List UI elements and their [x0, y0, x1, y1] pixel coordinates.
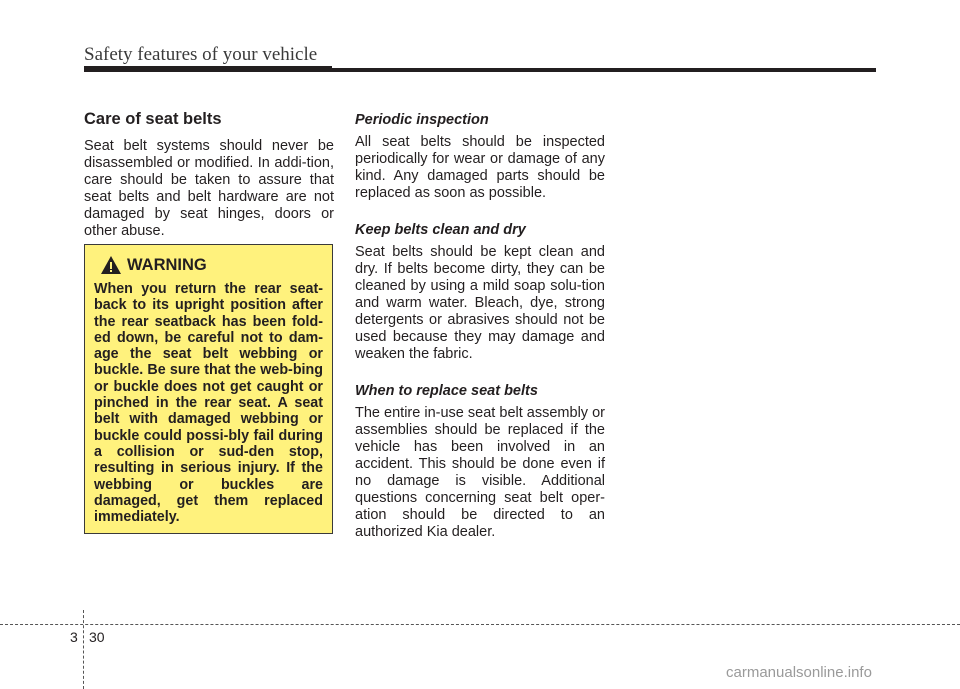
replace-seat-belts-section — [355, 381, 605, 541]
care-of-seat-belts-text: Seat belt systems should never be disassembled or modified. In addi-tion, care should be taken to assure that seat belts and belt hardware are not damaged by seat hinges, doors or other abuse. — [84, 138, 334, 239]
page-header-title: Safety features of your vehicle — [84, 44, 318, 65]
right-column — [355, 108, 605, 559]
footer-dashed-rule — [0, 624, 960, 625]
keep-belts-clean-text: Seat belts should be kept clean and dry. If belts become dirty, they can be cleaned by using a mild soap solu-tion and warm water. Bleach, dye, strong detergents or abrasives should not be used because they may damage and weaken the fabric. — [355, 244, 605, 362]
header-rule — [84, 68, 876, 72]
replace-seat-belts-text: The entire in-use seat belt assembly or assemblies should be replaced if the vehicle has been involved in an accident. This should be done even if no damage is visible. Additional questions concerning seat belt oper-ation should be directed to an authorized Kia dealer. — [355, 405, 605, 540]
footer-dashed-vertical-rule — [83, 610, 84, 689]
keep-belts-clean-section — [355, 220, 605, 363]
care-of-seat-belts-heading: Care of seat belts — [84, 110, 222, 128]
warning-text: When you return the rear seat-back to its upright position after the rear seatback has been fold-ed down, be careful not to dam-age the seat belt webbing or buckle. Be sure that the web-bing or buckle does not get caught or pinched in the rear seat. A seat belt with damaged webbing or buckle could possi-bly fail during a collision or sud-den stop, resulting in serious injury. If the webbing or buckles are damaged, get them replaced immediately. — [94, 281, 323, 526]
warning-label: WARNING — [127, 255, 207, 274]
periodic-inspection-section — [355, 110, 605, 202]
keep-belts-clean-heading: Keep belts clean and dry — [355, 222, 526, 238]
warning-header — [100, 255, 323, 275]
left-column — [84, 108, 334, 240]
page-number: 30 — [89, 629, 105, 645]
watermark-text: carmanualsonline.info — [726, 664, 872, 681]
chapter-number: 3 — [70, 629, 78, 645]
warning-box — [84, 244, 333, 534]
periodic-inspection-heading: Periodic inspection — [355, 112, 489, 128]
periodic-inspection-text: All seat belts should be inspected periodically for wear or damage of any kind. Any damaged parts should be replaced as soon as possible. — [355, 134, 605, 201]
warning-triangle-icon — [100, 255, 122, 275]
replace-seat-belts-heading: When to replace seat belts — [355, 383, 538, 399]
